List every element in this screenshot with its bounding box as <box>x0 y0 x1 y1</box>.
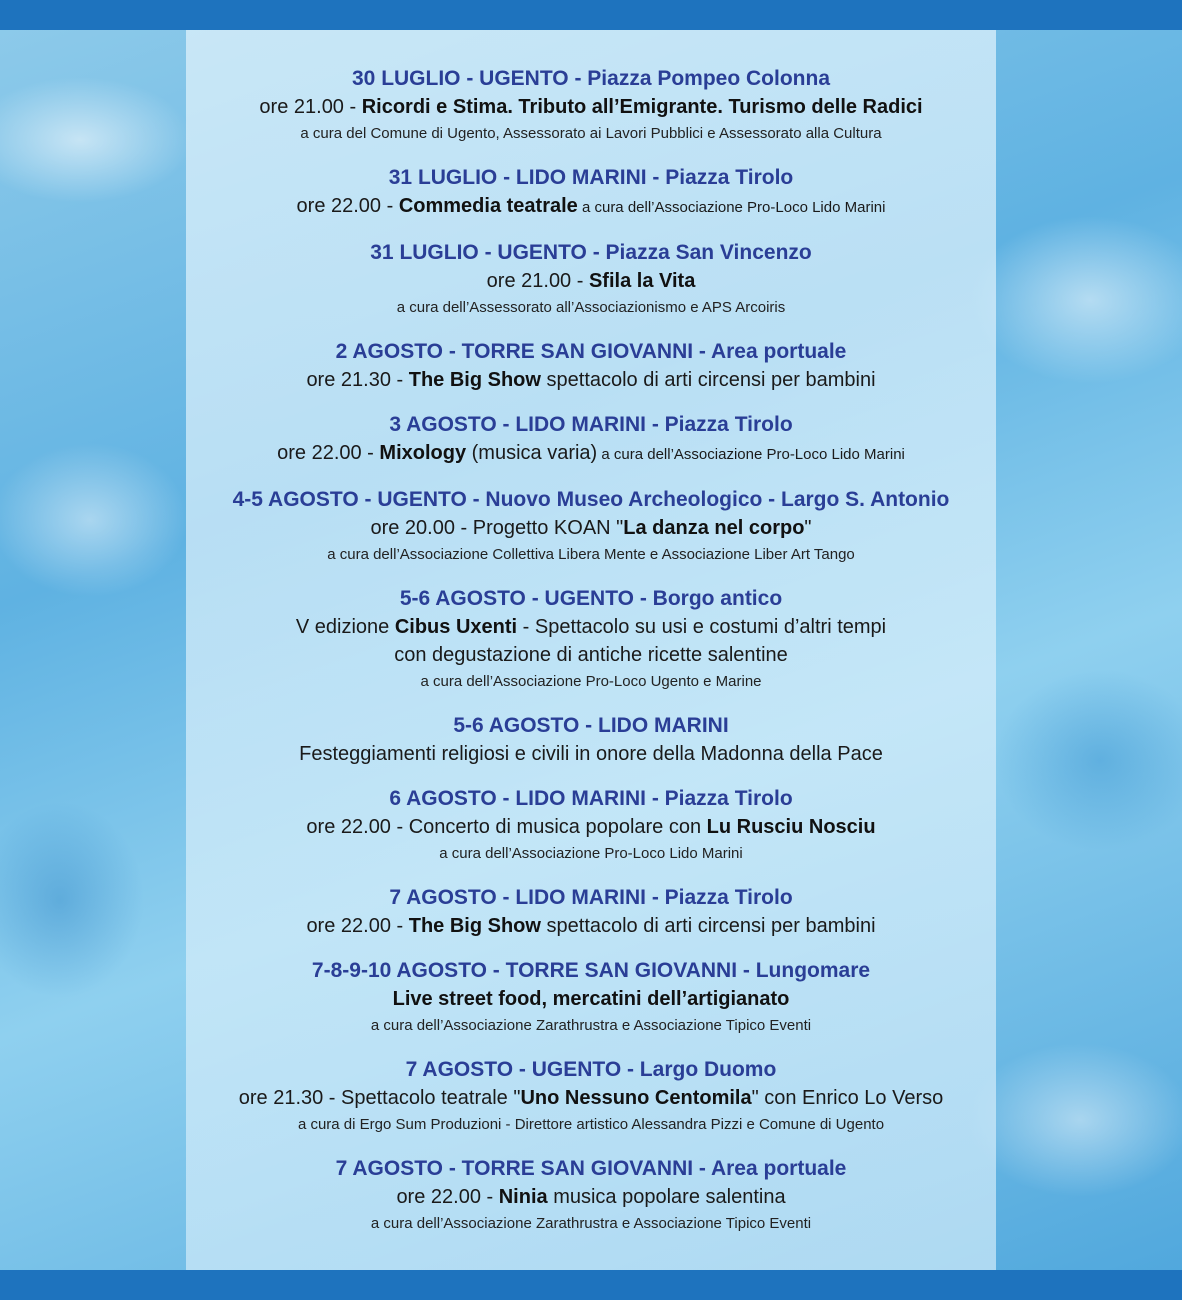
event-item <box>0 1055 1182 1138</box>
event-item <box>0 711 1182 768</box>
event-title: 2 AGOSTO - TORRE SAN GIOVANNI - Area portuale <box>335 340 847 363</box>
event-program-list <box>0 64 1182 1253</box>
top-banner-bar <box>0 0 1182 30</box>
event-title: 3 AGOSTO - LIDO MARINI - Piazza Tirolo <box>389 413 793 436</box>
event-title: 30 LUGLIO - UGENTO - Piazza Pompeo Colonna <box>352 67 830 90</box>
event-title: 6 AGOSTO - LIDO MARINI - Piazza Tirolo <box>389 787 793 810</box>
event-item <box>0 163 1182 222</box>
event-title: 7 AGOSTO - TORRE SAN GIOVANNI - Area portuale <box>335 1157 847 1180</box>
event-item <box>0 956 1182 1039</box>
event-detail: ore 22.00 - Mixology (musica varia) a cura dell’Associazione Pro-Loco Lido Marini <box>277 442 905 464</box>
event-title: 4-5 AGOSTO - UGENTO - Nuovo Museo Archeologico - Largo S. Antonio <box>232 488 950 511</box>
event-detail-line-2: con degustazione di antiche ricette salentine <box>394 644 788 666</box>
event-detail: ore 21.30 - The Big Show spettacolo di arti circensi per bambini <box>306 369 876 391</box>
event-detail: ore 22.00 - The Big Show spettacolo di arti circensi per bambini <box>306 915 876 937</box>
event-title: 7-8-9-10 AGOSTO - TORRE SAN GIOVANNI - Lungomare <box>311 959 871 982</box>
event-detail: Live street food, mercatini dell’artigianato <box>392 988 790 1010</box>
event-detail: Festeggiamenti religiosi e civili in onore della Madonna della Pace <box>299 743 883 765</box>
event-credit: a cura dell’Associazione Pro-Loco Ugento e Marine <box>420 673 762 690</box>
event-credit: a cura dell’Associazione Zarathrustra e Associazione Tipico Eventi <box>370 1017 812 1034</box>
event-item <box>0 410 1182 469</box>
event-detail: ore 20.00 - Progetto KOAN "La danza nel corpo" <box>370 517 812 539</box>
event-item <box>0 64 1182 147</box>
event-detail: ore 21.30 - Spettacolo teatrale "Uno Nessuno Centomila" con Enrico Lo Verso <box>238 1087 944 1109</box>
event-item <box>0 238 1182 321</box>
event-detail: ore 21.00 - Ricordi e Stima. Tributo all’Emigrante. Turismo delle Radici <box>259 96 923 118</box>
event-item <box>0 584 1182 695</box>
event-title: 31 LUGLIO - LIDO MARINI - Piazza Tirolo <box>388 166 794 189</box>
event-credit: a cura dell’Associazione Zarathrustra e Associazione Tipico Eventi <box>370 1215 812 1232</box>
event-credit: a cura dell’Assessorato all’Associazionismo e APS Arcoiris <box>396 299 786 316</box>
event-title: 7 AGOSTO - LIDO MARINI - Piazza Tirolo <box>389 886 793 909</box>
event-title: 5-6 AGOSTO - UGENTO - Borgo antico <box>399 587 783 610</box>
event-detail: ore 22.00 - Ninia musica popolare salentina <box>396 1186 786 1208</box>
event-item <box>0 485 1182 568</box>
event-detail: ore 21.00 - Sfila la Vita <box>486 270 696 292</box>
bottom-banner-bar <box>0 1270 1182 1300</box>
event-item <box>0 1154 1182 1237</box>
event-credit: a cura del Comune di Ugento, Assessorato ai Lavori Pubblici e Assessorato alla Cultura <box>300 125 882 142</box>
event-item <box>0 883 1182 940</box>
event-title: 5-6 AGOSTO - LIDO MARINI <box>453 714 729 737</box>
event-credit: a cura di Ergo Sum Produzioni - Direttore artistico Alessandra Pizzi e Comune di Ugento <box>297 1116 885 1133</box>
event-item <box>0 337 1182 394</box>
event-item <box>0 784 1182 867</box>
event-detail: ore 22.00 - Concerto di musica popolare con Lu Rusciu Nosciu <box>306 816 876 838</box>
event-credit: a cura dell’Associazione Collettiva Libera Mente e Associazione Liber Art Tango <box>327 546 855 563</box>
event-detail: ore 22.00 - Commedia teatrale a cura dell’Associazione Pro-Loco Lido Marini <box>296 195 886 217</box>
event-title: 7 AGOSTO - UGENTO - Largo Duomo <box>405 1058 777 1081</box>
event-title: 31 LUGLIO - UGENTO - Piazza San Vincenzo <box>370 241 812 264</box>
event-detail: V edizione Cibus Uxenti - Spettacolo su usi e costumi d’altri tempi <box>295 616 887 638</box>
event-credit: a cura dell’Associazione Pro-Loco Lido Marini <box>439 845 743 862</box>
